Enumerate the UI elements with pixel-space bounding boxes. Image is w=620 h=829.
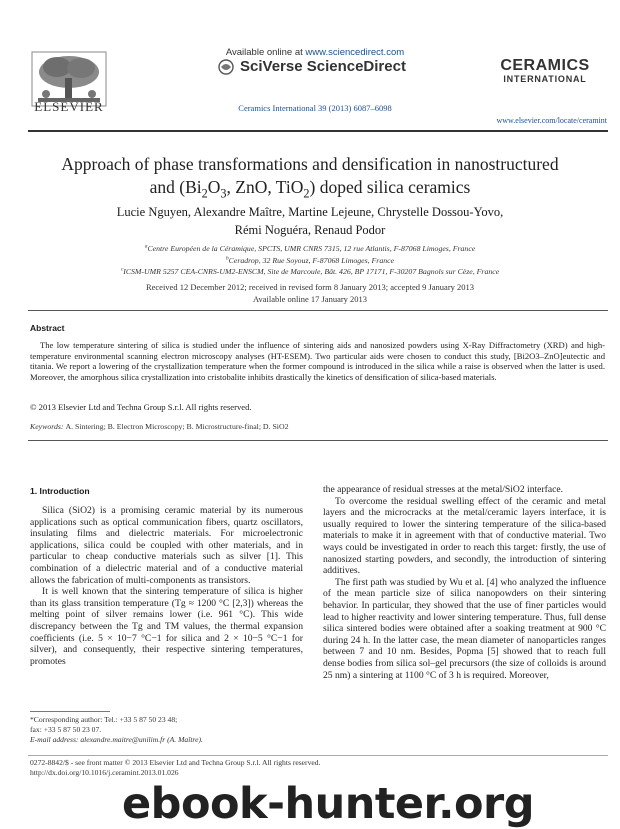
article-title: Approach of phase transformations and densification in nanostructured and ($Bi_2O_3$, ZnO, TiO$_2$) doped silica ceramics	[61, 154, 559, 201]
availability-prefix: Available online at	[225, 47, 306, 58]
paragraph: The first path was studied by Wu et al. [4] who analyzed the influence of the mean particle size of silica nanopowders on their sintering behavior. In particular, they showed that the use of finer particles would lead to higher reactivity and lower sintering temperature. Thus, full dense silica sintered bodies were obtained after a soaking treatment at 900 °C during 24 h. In the latter case, the mean diameter of nanoparticles ranges between 7 and 10 nm. Besides, Popma [5] showed that to reach full dense bodies from silica sol–gel precursors (the size of colloids is around 25 nm) a sintering at 1100 °C of 3 h is required. Moreover,	[323, 576, 606, 681]
abstract-top-divider	[28, 310, 608, 311]
keywords-list: A. Sintering; B. Electron Microscopy; B. Microstructure-final; D. SiO2	[65, 422, 289, 431]
footnote-tel: *Corresponding author: Tel.: +33 5 87 50 23 48;	[30, 715, 178, 724]
header-divider	[28, 130, 608, 132]
footnote-email: E-mail address: alexandre.maitre@unilim.fr (A. Maître).	[30, 735, 203, 744]
footer-divider	[28, 755, 608, 756]
abstract-text: The low temperature sintering of silica is studied under the influence of sintering aids and nanosized powders using X-Ray Diffractometry (XRD) and high-temperature environmental scanning electron microscopy analyses (HT-ESEM). Two particular aids were chosen to conduct this study, [Bi2O3–ZnO]eutectic and titania. We report a lowering of the crystallization temperature when the former compound is introduced in the silica while a raise is observed when the latter is used. Moreover, the amorphous silica crystallization into cristobalite inhibits drastically the kinetics of densification of silica-based materials.	[30, 340, 605, 382]
dates-received: Received 12 December 2012; received in revised form 8 January 2013; accepted 9 January 2013	[145, 282, 475, 292]
footnote-fax: fax: +33 5 87 50 23 07.	[30, 725, 102, 734]
title-line2-b: O	[207, 177, 221, 197]
affiliation-b: Ceradrop, 32 Rue Soyouz, F-87068 Limoges, France	[228, 255, 395, 265]
article-dates	[30, 282, 590, 305]
journal-brand-line2: INTERNATIONAL	[503, 74, 587, 84]
sciverse-logo-icon	[218, 59, 234, 75]
paragraph: Silica (SiO2) is a promising ceramic material by its numerous applications such as optical communication fibers, quartz oscillators, insulating films and dielectric materials. For microelectronic applications, silica could be coupled with other materials, and in particular to cheap conductive materials such as silver [1]. This combination of a dielectric material and of a conductive material allows the fabrication of multi-components as transistors.	[30, 505, 303, 586]
body-column-left	[30, 505, 303, 667]
section-heading-introduction: 1. Introduction	[30, 486, 90, 496]
journal-citation[interactable]: Ceramics International 39 (2013) 6087–6098	[238, 103, 392, 113]
publisher-name: ELSEVIER	[34, 99, 104, 114]
abstract-heading: Abstract	[30, 323, 65, 333]
affiliation-c: ICSM-UMR 5257 CEA-CNRS-UM2-ENSCM, Site de Marcoule, Bât. 426, BP 17171, F-30207 Bagnols sur Cèze, France	[123, 267, 500, 276]
doi-link[interactable]: http://dx.doi.org/10.1016/j.ceramint.2013.01.026	[30, 767, 179, 777]
paragraph: To overcome the residual swelling effect of the ceramic and metal layers and the microcracks at the metal/ceramic layers interface, it is usually required to lower the sintering temperature of the silica-based materials to make it in agreement with that of conductive material. Two ways could be investigated in order to reach this target: firstly, the use of nanosized starting powders, and secondly, the introduction of sintering additives.	[323, 495, 606, 577]
paragraph: It is well known that the sintering temperature of silica is higher than its glass transition temperature (Tg ≈ 1200 °C [2,3]) whereas the melting point of silver remains lower (i.e. 961 °C). This wide discrepancy between the Tg and TM values, the thermal expansion coefficients (i.e. 5 × 10−7 °C−1 for silica and 2 × 10−5 °C−1 for silver), and consequently, their respective sintering temperatures, promotes	[30, 586, 303, 667]
affiliations: $^a$Centre Européen de la Céramique, SPCTS, UMR CNRS 7315, 12 rue Atlantis, F-87068 Limoges, France $^b$Ceradrop, 32 Rue Soyouz, F-87068 Limoges, France $^c$ICSM-UMR 5257 CEA-CNRS-UM2-ENSCM, Site de Marcoule, Bât. 426, BP 17171, F-30207 Bagnols sur Cèze, France	[120, 243, 500, 276]
abstract-bottom-divider	[28, 440, 608, 441]
authors-line1: Lucie Nguyen, Alexandre Maître, Martine Lejeune, Chrystelle Dossou-Yovo,	[116, 205, 504, 219]
title-line2-d: ) doped silica ceramics	[309, 177, 471, 197]
journal-brand	[480, 57, 610, 84]
issn-line: 0272-8842/$ - see front matter © 2013 Elsevier Ltd and Techna Group S.r.l. All rights reserved.	[30, 758, 321, 767]
keywords-label: Keywords:	[30, 422, 64, 431]
title-line1: Approach of phase transformations and densification in nanostructured	[61, 154, 559, 174]
platform-name: SciVerse ScienceDirect	[240, 58, 406, 75]
title-line2-a: and (Bi	[149, 177, 202, 197]
dates-online: Available online 17 January 2013	[252, 293, 368, 304]
title-line2-c: , ZnO, TiO	[226, 177, 304, 197]
copyright-notice: © 2013 Elsevier Ltd and Techna Group S.r.l. All rights reserved.	[30, 402, 252, 412]
author-list	[30, 203, 590, 239]
sciencedirect-link[interactable]: www.sciencedirect.com	[305, 47, 405, 58]
issn-block	[30, 758, 450, 777]
affiliation-a: Centre Européen de la Céramique, SPCTS, UMR CNRS 7315, 12 rue Atlantis, F-87068 Limoges, France	[147, 244, 476, 253]
journal-brand-line1: CERAMICS	[500, 57, 590, 74]
keywords-line	[30, 422, 289, 431]
journal-url-link[interactable]: www.elsevier.com/locate/ceramint	[496, 116, 607, 125]
paragraph: the appearance of residual stresses at the metal/SiO2 interface.	[323, 484, 564, 495]
corresponding-author-footnote	[30, 715, 310, 745]
footnote-divider	[30, 711, 110, 712]
availability-line	[200, 47, 430, 58]
watermark-text: ebook-hunter.org	[122, 779, 534, 829]
body-column-right	[323, 484, 606, 681]
authors-line2: Rémi Noguéra, Renaud Podor	[234, 223, 386, 237]
